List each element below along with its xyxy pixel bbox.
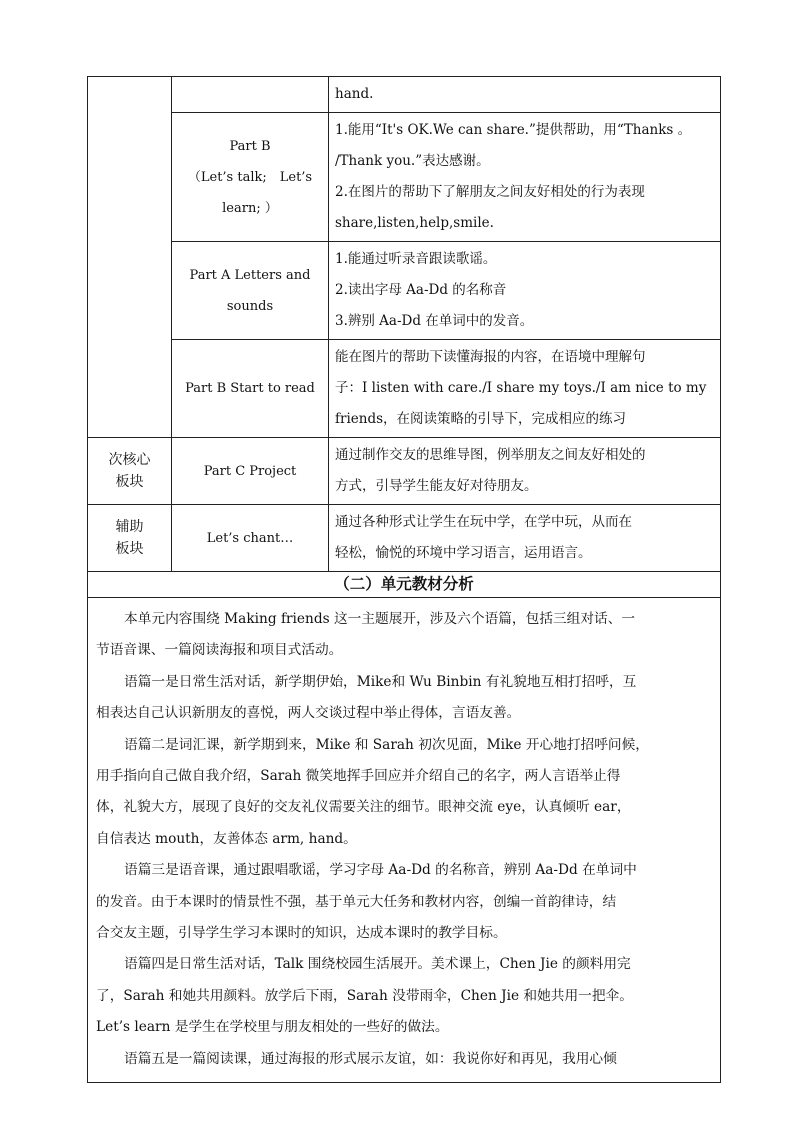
paragraph-line: 了，Sarah 和她共用颜料。放学后下雨，Sarah 没带雨伞，Chen Jie 和她共用一把伞。 (96, 987, 633, 1004)
goal-line: hand. (335, 86, 374, 102)
table-cell-part (172, 113, 329, 242)
paragraph-line: 相表达自己认识新朋友的喜悦，两人交谈过程中举止得体，言语友善。 (96, 705, 521, 722)
goal-line: friends，在阅读策略的引导下，完成相应的练习 (335, 411, 627, 427)
table-row (88, 438, 721, 505)
goal-line: 通过各种形式让学生在玩中学，在学中玩，从而在 (335, 514, 632, 530)
table-cell-part (172, 77, 329, 113)
part-line: Part B (229, 138, 271, 154)
goal-line: 轻松，愉悦的环境中学习语言，运用语言。 (335, 545, 592, 561)
table-cell-part (172, 340, 329, 438)
table-row (88, 242, 721, 340)
paragraph-line: 合交友主题，引导学生学习本课时的知识，达成本课时的教学目标。 (96, 925, 507, 942)
module-label: 次核心 板块 (108, 452, 151, 490)
paragraph (96, 667, 714, 730)
paragraph-line: 语篇四是日常生活对话，Talk 围绕校园生活展开。美术课上，Chen Jie 的颜料用完 (124, 956, 631, 973)
table-cell-goal (329, 505, 721, 572)
paragraph-line: 本单元内容围绕 Making friends 这一主题展开，涉及六个语篇，包括三组对话、一 (124, 611, 636, 627)
goal-line: 方式，引导学生能友好对待朋友。 (335, 478, 538, 494)
section-body (88, 598, 721, 1083)
goal-line: 通过制作交友的思维导图，例举朋友之间友好相处的 (335, 447, 646, 463)
paragraph-line: 体，礼貌大方，展现了良好的交友礼仪需要关注的细节。眼神交流 eye，认真倾听 ear， (96, 799, 631, 816)
table-cell-goal (329, 242, 721, 340)
paragraph (96, 730, 714, 856)
section-body-row (88, 598, 721, 1083)
table-cell-goal (329, 77, 721, 113)
table-cell-goal (329, 340, 721, 438)
part-line: （Let’s talk; Let’s (187, 169, 313, 185)
part-line: Part A Letters and (189, 267, 311, 283)
goal-line: share,listen,help,smile. (335, 215, 494, 231)
paragraph-line: 自信表达 mouth，友善体态 arm, hand。 (96, 830, 357, 847)
goal-line: 1.能用“It's OK.We can share.”提供帮助，用“Thanks 。 (335, 122, 692, 138)
part-line: learn; ） (222, 200, 278, 216)
paragraph-line: 语篇五是一篇阅读课，通过海报的形式展示友谊，如：我说你好和再见，我用心倾 (124, 1050, 617, 1067)
paragraph-line: 语篇一是日常生活对话，新学期伊始，Mike和 Wu Binbin 有礼貌地互相打招呼，互 (124, 673, 637, 690)
goal-line: 子：I listen with care./I share my toys./I am nice to my (335, 380, 707, 396)
paragraph-line: 的发音。由于本课时的情景性不强，基于单元大任务和教材内容，创编一首韵律诗，结 (96, 893, 617, 910)
table-cell-goal (329, 113, 721, 242)
paragraph-line: Let’s learn 是学生在学校里与朋友相处的一些好的做法。 (96, 1019, 449, 1036)
paragraph-line: 语篇三是语音课，通过跟唱歌谣，学习字母 Aa-Dd 的名称音，辨别 Aa-Dd 在单词中 (124, 862, 637, 879)
goal-line: 能在图片的帮助下读懂海报的内容，在语境中理解句 (335, 349, 646, 365)
paragraph (96, 949, 714, 1043)
goal-line: 3.辨别 Aa-Dd 在单词中的发音。 (335, 313, 534, 329)
table-row (88, 505, 721, 572)
goal-line: 2.在图片的帮助下了解朋友之间友好相处的行为表现 (335, 184, 645, 200)
table-cell-module (88, 505, 172, 572)
table-row (88, 113, 721, 242)
table-cell-goal (329, 438, 721, 505)
part-line: Let’s chant… (206, 530, 294, 546)
content-table (87, 76, 721, 1083)
part-line: sounds (226, 298, 274, 314)
table-cell-part (172, 242, 329, 340)
paragraph-line: 语篇二是词汇课，新学期到来，Mike 和 Sarah 初次见面，Mike 开心地打招呼问候， (124, 736, 649, 753)
part-line: Part C Project (203, 463, 297, 479)
goal-line: 1.能通过听录音跟读歌谣。 (335, 251, 497, 267)
paragraph (96, 1044, 714, 1075)
part-line: Part B Start to read (185, 381, 315, 396)
section-title: （二）单元教材分析 (88, 572, 721, 598)
paragraph (96, 855, 714, 949)
section-title-row (88, 572, 721, 598)
table-cell-part (172, 505, 329, 572)
paragraph-line: 节语音课、一篇阅读海报和项目式活动。 (96, 642, 343, 659)
goal-line: /Thank you.”表达感谢。 (335, 153, 490, 169)
table-cell-module (88, 438, 172, 505)
goal-line: 2.读出字母 Aa-Dd 的名称音 (335, 282, 507, 298)
table-cell-part (172, 438, 329, 505)
module-label: 辅助 板块 (115, 519, 144, 557)
table-cell-module (88, 77, 172, 438)
paragraph (96, 604, 714, 667)
table-row (88, 77, 721, 113)
paragraph-line: 用手指向自己做自我介绍，Sarah 微笑地挥手回应并介绍自己的名字，两人言语举止得 (96, 768, 621, 785)
table-row (88, 340, 721, 438)
